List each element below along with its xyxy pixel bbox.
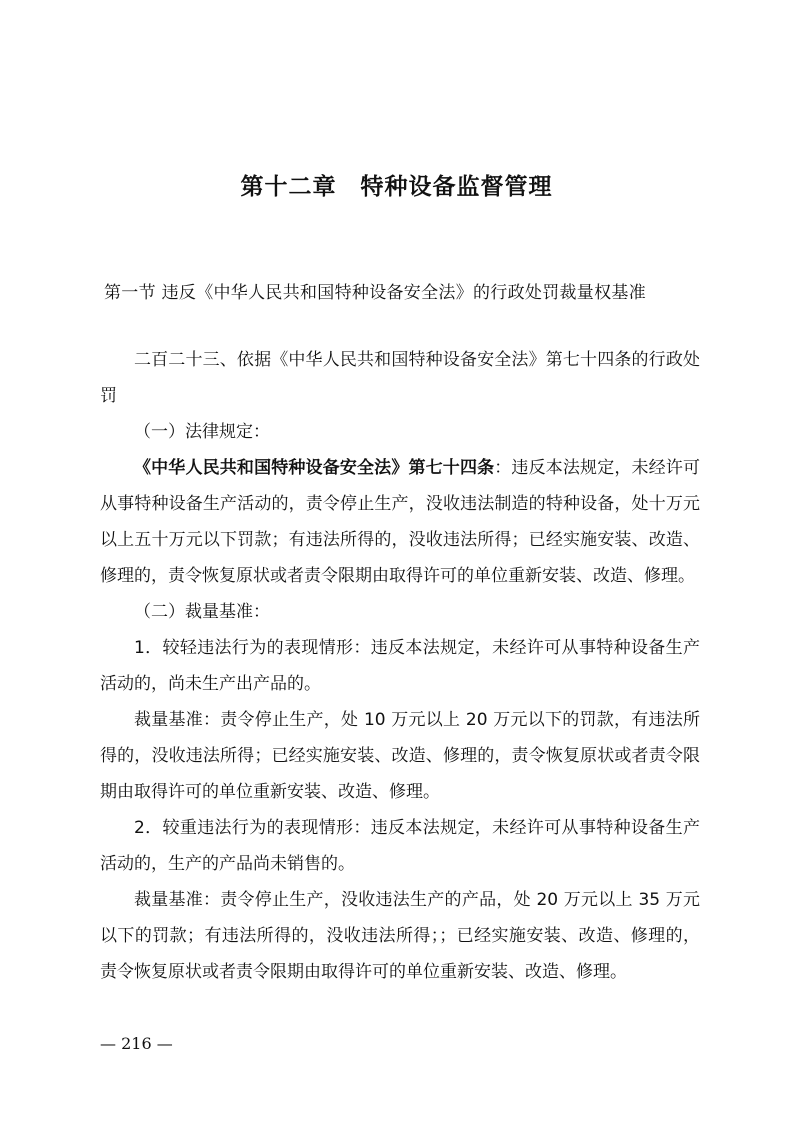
legal-text: ：违反本法规定，未经许可从事特种设备生产活动的，责令停止生产，没收违法制造的特种设备，处十万元以上五十万元以下罚款；有违法所得的，没收违法所得；已经实施安装、改造、修理的，责令恢复原状或者责令限期由取得许可的单位重新安装、改造、修理。	[100, 458, 700, 586]
standard-heading: （二）裁量基准：	[134, 602, 270, 622]
chapter-title: 第十二章 特种设备监督管理	[240, 174, 553, 200]
item-2-situation: 2．较重违法行为的表现情形：违反本法规定，未经许可从事特种设备生产活动的，生产的产品尚未销售的。	[100, 818, 700, 874]
item-1-situation: 1．较轻违法行为的表现情形：违反本法规定，未经许可从事特种设备生产活动的，尚未生产出产品的。	[100, 638, 700, 694]
legal-provision	[100, 450, 700, 594]
item-1-standard: 裁量基准：责令停止生产，处 10 万元以上 20 万元以下的罚款，有违法所得的，没收违法所得；已经实施安装、改造、修理的，责令恢复原状或者责令限期由取得许可的单位重新安装、改造、修理。	[100, 710, 700, 802]
page-number: — 216 —	[100, 1034, 173, 1053]
article-title: 二百二十三、依据《中华人民共和国特种设备安全法》第七十四条的行政处罚	[100, 350, 700, 406]
section-title: 第一节 违反《中华人民共和国特种设备安全法》的行政处罚裁量权基准	[104, 283, 647, 303]
item-2-standard: 裁量基准：责令停止生产，没收违法生产的产品，处 20 万元以上 35 万元以下的罚款；有违法所得的，没收违法所得；；已经实施安装、改造、修理的，责令恢复原状或者责令限期由取得许可的单位重新安装、改造、修理。	[100, 890, 700, 982]
law-name: 《中华人民共和国特种设备安全法》第七十四条	[134, 458, 495, 478]
legal-heading: （一）法律规定：	[134, 422, 270, 442]
article-body	[100, 342, 700, 990]
